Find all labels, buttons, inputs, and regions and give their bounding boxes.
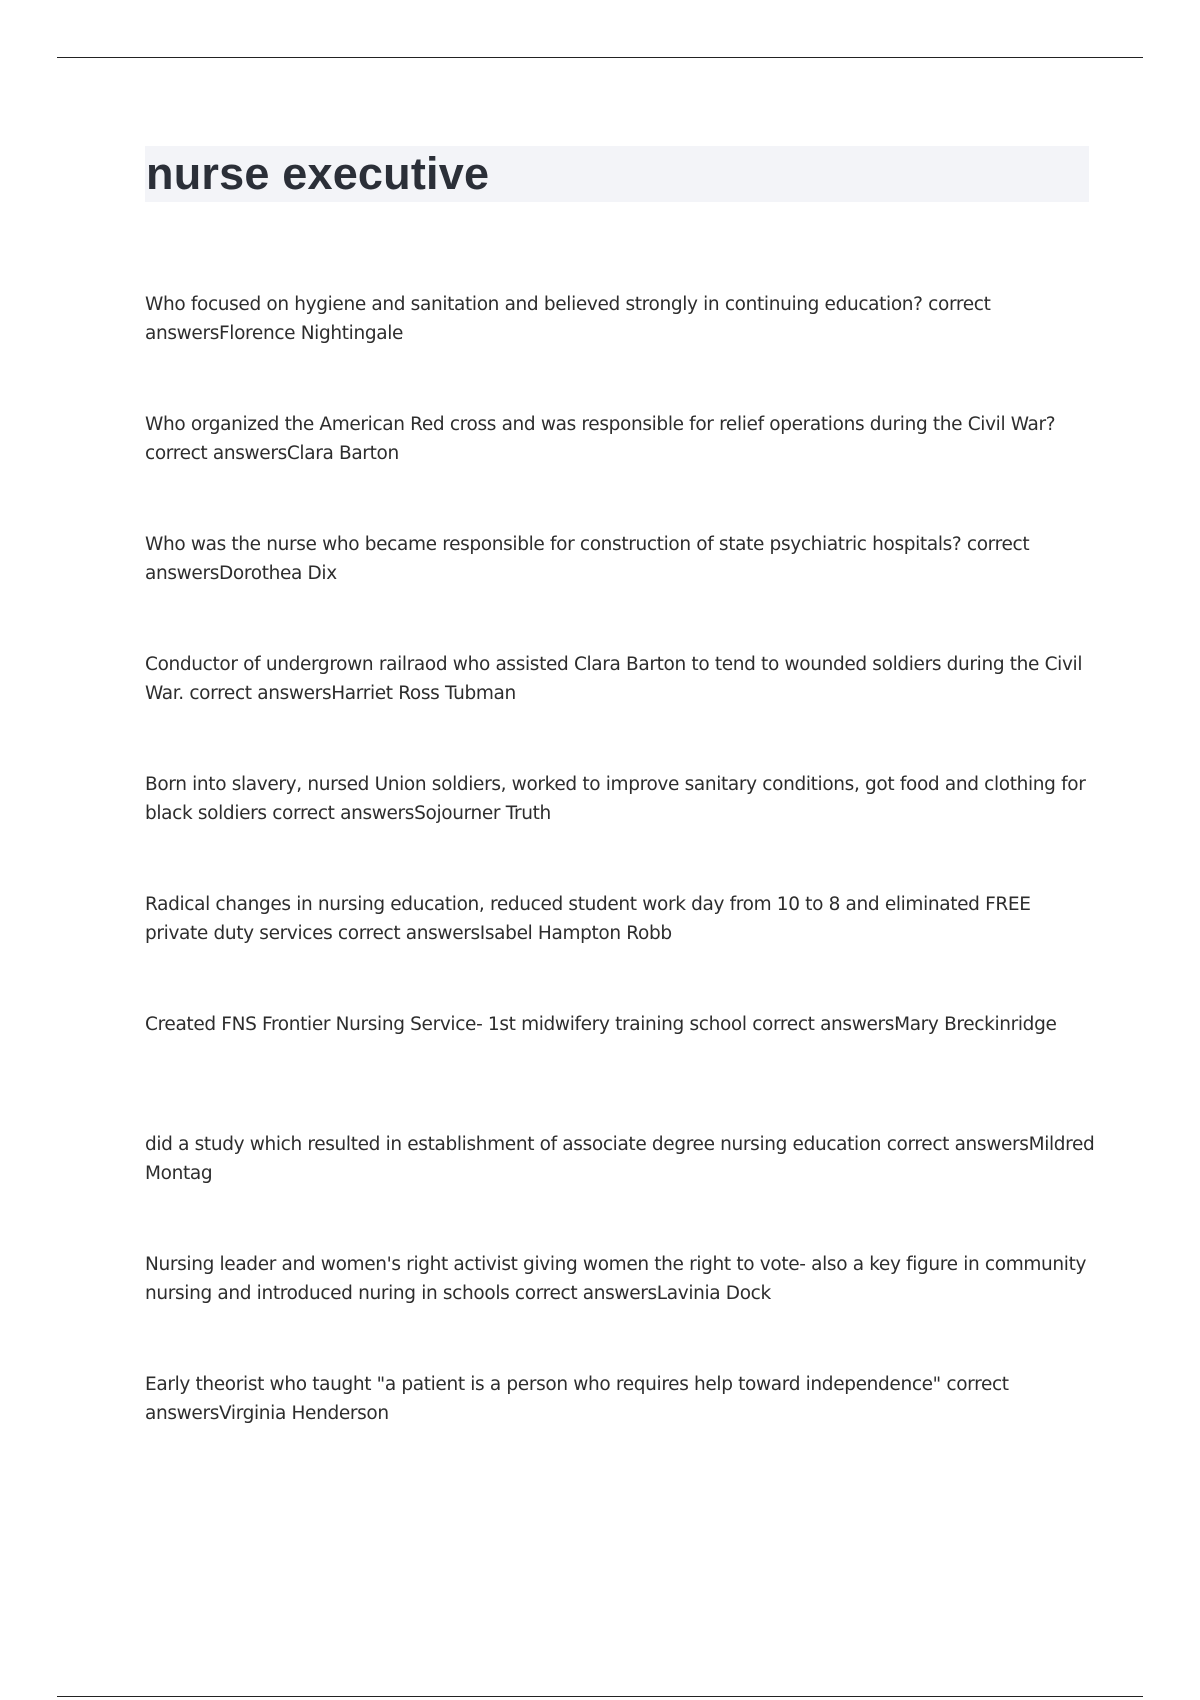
bottom-divider xyxy=(57,1696,1143,1697)
question-item: Who was the nurse who became responsible for construction of state psychiatric hospitals? correct answersDorothea Dix xyxy=(145,534,1030,584)
top-divider xyxy=(57,57,1143,58)
question-list xyxy=(145,290,1095,1490)
question-item: Created FNS Frontier Nursing Service- 1st midwifery training school correct answersMary Breckinridge xyxy=(145,1014,1057,1035)
question-item: Conductor of undergrown railraod who assisted Clara Barton to tend to wounded soldiers during the Civil War. correct answersHarriet Ross Tubman xyxy=(145,654,1083,704)
question-item: Radical changes in nursing education, reduced student work day from 10 to 8 and eliminated FREE private duty services correct answersIsabel Hampton Robb xyxy=(145,894,1031,944)
question-item: Who organized the American Red cross and was responsible for relief operations during the Civil War? correct answersClara Barton xyxy=(145,414,1056,464)
question-item: Born into slavery, nursed Union soldiers, worked to improve sanitary conditions, got food and clothing for black soldiers correct answersSojourner Truth xyxy=(145,774,1086,824)
question-item: Who focused on hygiene and sanitation and believed strongly in continuing education? correct answersFlorence Nightingale xyxy=(145,294,991,344)
question-item: Nursing leader and women's right activist giving women the right to vote- also a key figure in community nursing and introduced nuring in schools correct answersLavinia Dock xyxy=(145,1254,1087,1304)
question-item: Early theorist who taught "a patient is a person who requires help toward independence" correct answersVirginia Henderson xyxy=(145,1374,1009,1424)
question-item: did a study which resulted in establishment of associate degree nursing education correct answersMildred Montag xyxy=(145,1134,1095,1184)
document-title: nurse executive xyxy=(146,148,490,199)
